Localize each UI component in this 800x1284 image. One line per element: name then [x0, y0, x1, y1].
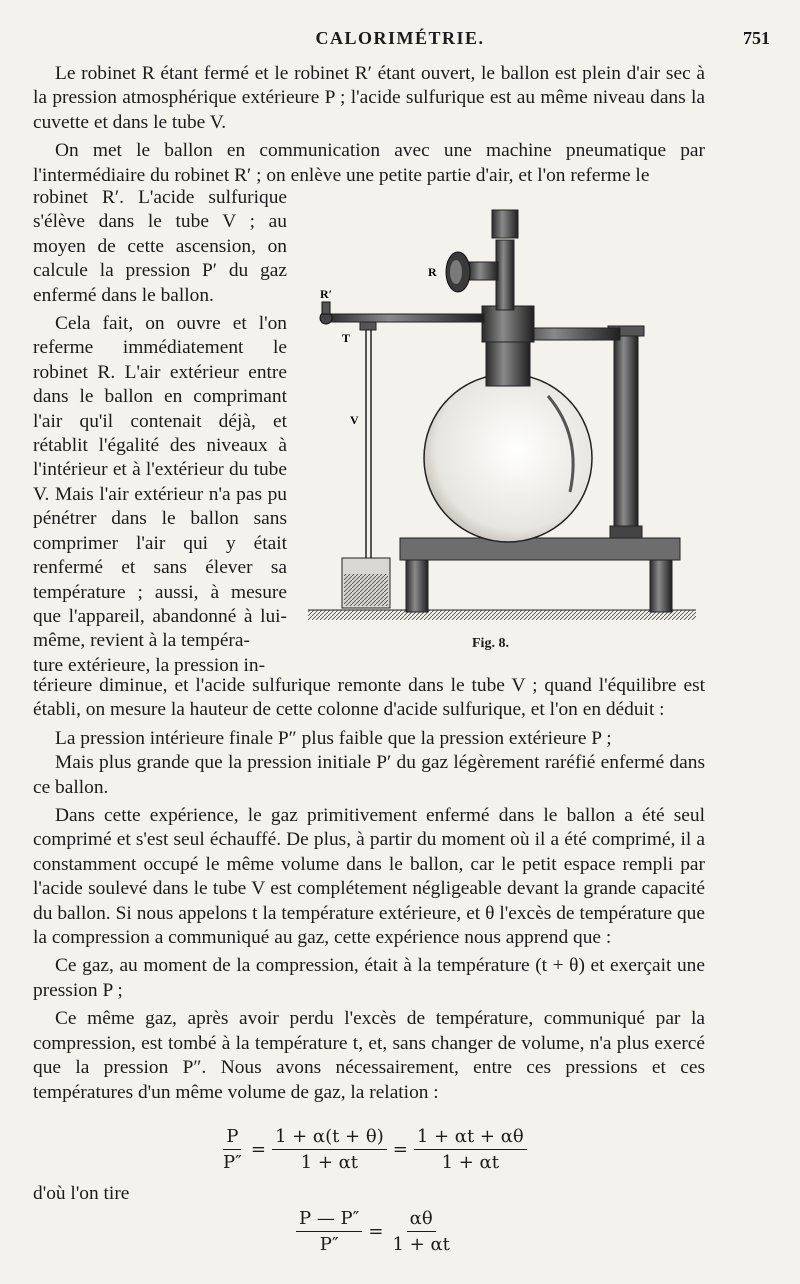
paragraph: ture extérieure, la pression in-	[33, 654, 266, 676]
wooden-table	[400, 538, 680, 612]
glass-flask	[424, 306, 592, 542]
page-number: 751	[743, 28, 770, 48]
fraction: $\frac{\alpha\theta}{1 + \alpha t}$	[392, 1208, 450, 1255]
label-t: T	[342, 331, 351, 345]
formula-pressure-ratio: $\frac{P}{P''}$ = $\frac{1 + \alpha(t + \theta)}{1 + \alpha t}$ = $\frac{1 + \alpha t + \alpha\theta}{1 + \alpha t}$	[216, 1126, 531, 1173]
narrow-text-column	[33, 186, 287, 678]
fraction: $\frac{P — P''}{P''}$	[296, 1208, 362, 1255]
top-text-block	[33, 62, 705, 188]
label-r: R	[428, 265, 437, 279]
figure-caption: Fig. 8.	[472, 636, 509, 651]
fraction: $\frac{1 + \alpha t + \alpha\theta}{1 + \alpha t}$	[414, 1126, 527, 1173]
fraction: $\frac{1 + \alpha(t + \theta)}{1 + \alpha t}$	[272, 1126, 387, 1173]
support-column	[608, 326, 644, 538]
label-r-prime: R′	[320, 287, 333, 301]
paragraph: robinet R′. L'acide sulfurique s'élève dans le tube V ; au moyen de cette ascension, on calcule la pression P′ du gaz enfermé dans le ballon.	[33, 187, 287, 306]
side-tube	[320, 302, 484, 324]
lead-in-text: d'où l'on tire	[33, 1183, 130, 1204]
valve-r	[446, 210, 518, 310]
paragraph: Ce même gaz, après avoir perdu l'excès de température, communiqué par la compression, est tombé à la température t, et, sans changer de volume, n'a plus exercé que la pression P″. Nous avons nécessairement, entre ces pressions et ces températures d'un même volume de gaz, la relation :	[33, 1008, 705, 1103]
paragraph: térieure diminue, et l'acide sulfurique remonte dans le tube V ; quand l'équilibre est établi, on mesure la hauteur de cette colonne d'acide sulfurique, et l'on en déduit :	[33, 675, 705, 721]
paragraph: Mais plus grande que la pression initiale P′ du gaz légèrement raréfié enfermé dans ce ballon.	[33, 752, 705, 798]
manometer-tube-v	[360, 322, 376, 580]
fraction: $\frac{P}{P''}$	[223, 1126, 242, 1173]
bottom-text-block	[33, 674, 705, 1105]
ground-line	[308, 610, 696, 620]
acid-cup	[342, 558, 390, 608]
paragraph: Dans cette expérience, le gaz primitivement enfermé dans le ballon a été seul comprimé et s'est seul échauffé. De plus, à partir du moment où il a été comprimé, il a constamment occupé le même volume dans le ballon, car le petit espace rempli par l'acide soulevé dans le tube V est complétement négligeable devant la grande capacité du ballon. Si nous appelons t la température extérieure, et θ l'excès de température que la compression a communiqué au gaz, cette expérience nous apprend que :	[33, 805, 705, 949]
calorimetry-apparatus-figure	[300, 196, 705, 666]
paragraph: On met le ballon en communication avec une machine pneumatique par l'intermédiaire du robinet R′ ; on enlève une petite partie d'air, et l'on referme le	[33, 140, 705, 186]
formula-pressure-difference: $\frac{P — P''}{P''}$ = $\frac{\alpha\theta}{1 + \alpha t}$	[292, 1208, 457, 1255]
paragraph: Le robinet R étant fermé et le robinet R′ étant ouvert, le ballon est plein d'air sec à la pression atmosphérique extérieure P ; l'acide sulfurique est au même niveau dans la cuvette et dans le tube V.	[33, 63, 705, 133]
paragraph: La pression intérieure finale P″ plus faible que la pression extérieure P ;	[55, 727, 612, 749]
running-title: CALORIMÉTRIE.	[315, 28, 485, 48]
paragraph: Cela fait, on ouvre et l'on referme immédiatement le robinet R. L'air extérieur entre dans le ballon en comprimant l'air qu'il contenait déjà, et rétablit l'égalité des niveaux à l'intérieur et à l'extérieur du tube V. Mais l'air extérieur n'a pas pu pénétrer dans le ballon sans comprimer l'air qui y était renfermé et sans élever sa température ; aussi, à mesure que l'appareil, abandonné à lui-même, revient à la tempéra-	[33, 313, 287, 652]
page-header	[0, 28, 800, 54]
label-v: V	[350, 413, 359, 427]
paragraph: Ce gaz, au moment de la compression, était à la température (t + θ) et exerçait une pression P ;	[33, 955, 705, 1001]
